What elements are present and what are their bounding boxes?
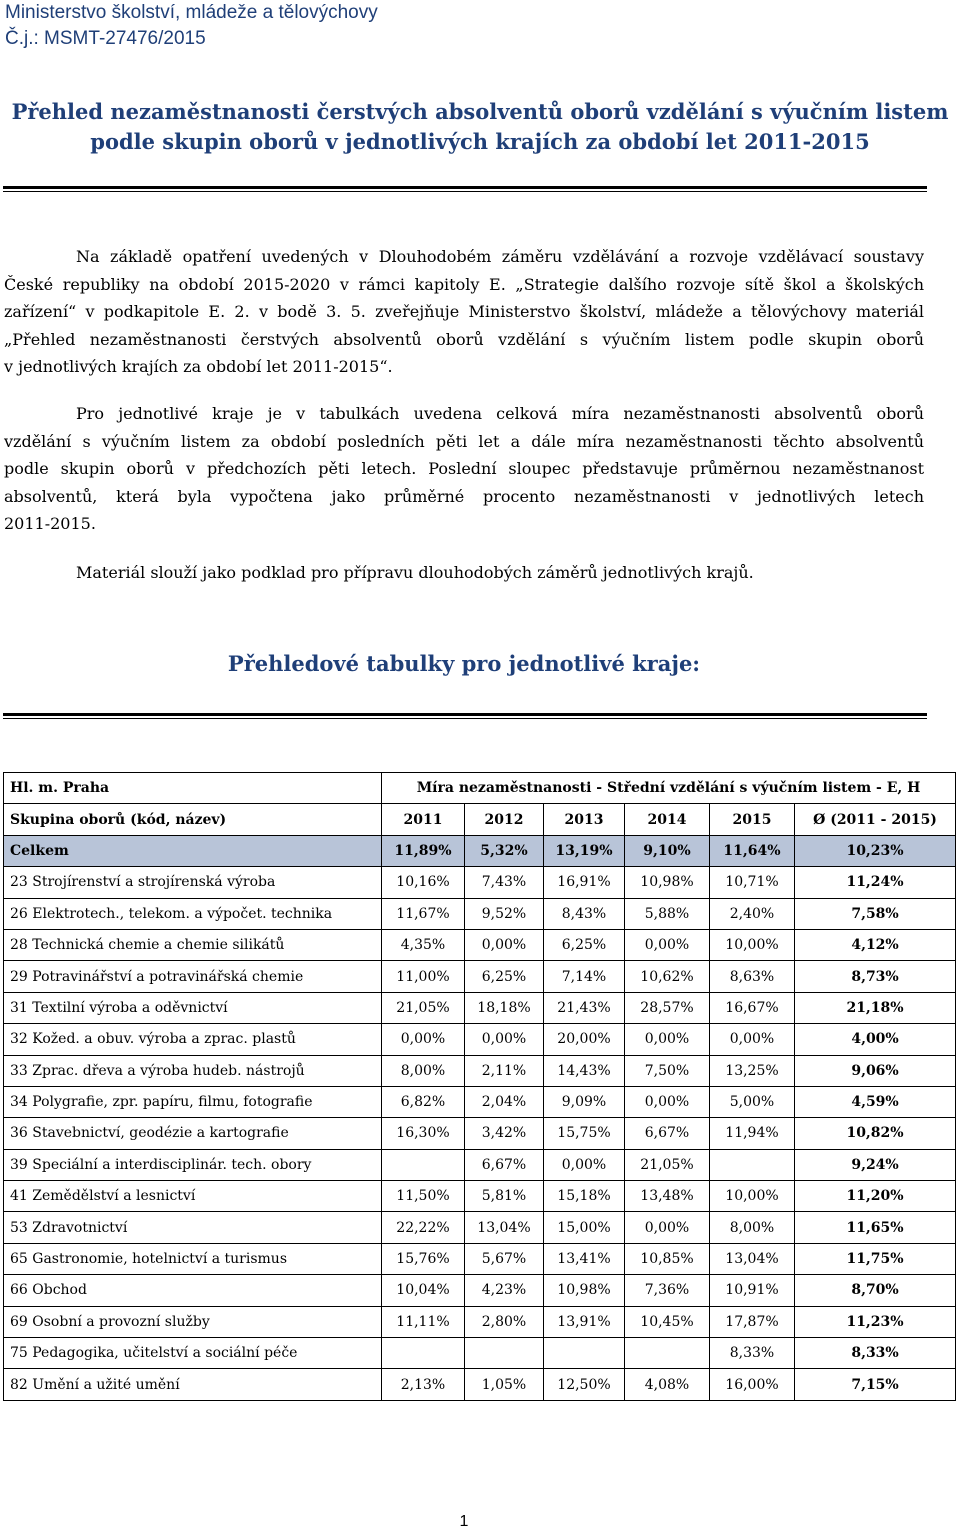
total-cell: 11,64% bbox=[710, 835, 795, 866]
title-divider bbox=[3, 186, 927, 189]
column-header-year: 2015 bbox=[710, 804, 795, 835]
rate-cell: 10,98% bbox=[625, 867, 710, 898]
rate-cell: 3,42% bbox=[465, 1118, 544, 1149]
rate-cell: 0,00% bbox=[544, 1149, 625, 1180]
average-cell: 4,59% bbox=[795, 1086, 956, 1117]
rate-cell: 10,00% bbox=[710, 929, 795, 960]
region-name: Hl. m. Praha bbox=[4, 773, 382, 804]
table-header-row bbox=[4, 804, 956, 835]
rate-cell: 7,36% bbox=[625, 1275, 710, 1306]
rate-cell: 0,00% bbox=[625, 1212, 710, 1243]
rate-cell: 8,33% bbox=[710, 1338, 795, 1369]
rate-cell: 6,25% bbox=[465, 961, 544, 992]
rate-cell bbox=[382, 1338, 465, 1369]
rate-cell: 1,05% bbox=[465, 1369, 544, 1400]
rate-cell: 10,91% bbox=[710, 1275, 795, 1306]
group-name-cell: 66 Obchod bbox=[4, 1275, 382, 1306]
average-cell: 9,06% bbox=[795, 1055, 956, 1086]
average-cell: 11,20% bbox=[795, 1181, 956, 1212]
table-row bbox=[4, 867, 956, 898]
rate-cell bbox=[544, 1338, 625, 1369]
rate-cell: 13,48% bbox=[625, 1181, 710, 1212]
table-row bbox=[4, 1055, 956, 1086]
average-cell: 11,75% bbox=[795, 1243, 956, 1274]
average-cell: 8,33% bbox=[795, 1338, 956, 1369]
group-name-cell: 23 Strojírenství a strojírenská výroba bbox=[4, 867, 382, 898]
rate-cell: 6,67% bbox=[465, 1149, 544, 1180]
average-cell: 8,73% bbox=[795, 961, 956, 992]
rate-cell: 0,00% bbox=[625, 1086, 710, 1117]
table-row bbox=[4, 1086, 956, 1117]
rate-cell: 0,00% bbox=[625, 929, 710, 960]
rate-cell bbox=[625, 1338, 710, 1369]
table-row bbox=[4, 898, 956, 929]
rate-cell: 16,30% bbox=[382, 1118, 465, 1149]
rate-cell: 7,50% bbox=[625, 1055, 710, 1086]
paragraph-line: Pro jednotlivé kraje je v tabulkách uvedena celková míra nezaměstnanosti absolventů oborů bbox=[76, 404, 924, 423]
rate-cell: 10,98% bbox=[544, 1275, 625, 1306]
group-name-cell: 39 Speciální a interdisciplinár. tech. obory bbox=[4, 1149, 382, 1180]
rate-cell: 18,18% bbox=[465, 992, 544, 1023]
rate-cell: 22,22% bbox=[382, 1212, 465, 1243]
average-cell: 7,58% bbox=[795, 898, 956, 929]
total-cell: 9,10% bbox=[625, 835, 710, 866]
rate-cell: 11,94% bbox=[710, 1118, 795, 1149]
rate-cell: 15,18% bbox=[544, 1181, 625, 1212]
table-row bbox=[4, 1243, 956, 1274]
measure-header: Míra nezaměstnanosti - Střední vzdělání s výučním listem - E, H bbox=[382, 773, 956, 804]
document-title-line-1: Přehled nezaměstnanosti čerstvých absolventů oborů vzdělání s výučním listem bbox=[11, 99, 949, 124]
rate-cell: 10,62% bbox=[625, 961, 710, 992]
rate-cell: 11,50% bbox=[382, 1181, 465, 1212]
paragraph-line: Na základě opatření uvedených v Dlouhodobém záměru vzdělávání a rozvoje vzdělávací soustavy bbox=[76, 247, 924, 266]
rate-cell: 8,00% bbox=[382, 1055, 465, 1086]
paragraph-line: vzdělání s výučním listem za období posledních pěti let a dále míra nezaměstnanosti těchto absolventů bbox=[4, 431, 924, 451]
paragraph-line: České republiky na období 2015-2020 v rámci kapitoly E. „Strategie dalšího rozvoje sítě škol a školských bbox=[4, 274, 924, 294]
rate-cell: 21,05% bbox=[382, 992, 465, 1023]
table-total-row bbox=[4, 835, 956, 866]
table-row bbox=[4, 1181, 956, 1212]
rate-cell: 11,67% bbox=[382, 898, 465, 929]
section-subtitle: Přehledové tabulky pro jednotlivé kraje: bbox=[227, 651, 701, 676]
rate-cell: 2,11% bbox=[465, 1055, 544, 1086]
rate-cell: 11,00% bbox=[382, 961, 465, 992]
table-region-row bbox=[4, 773, 956, 804]
rate-cell: 10,45% bbox=[625, 1306, 710, 1337]
rate-cell: 4,35% bbox=[382, 929, 465, 960]
average-cell: 4,12% bbox=[795, 929, 956, 960]
rate-cell: 0,00% bbox=[625, 1024, 710, 1055]
paragraph-line: 2011-2015. bbox=[4, 514, 96, 533]
rate-cell: 5,00% bbox=[710, 1086, 795, 1117]
rate-cell: 14,43% bbox=[544, 1055, 625, 1086]
rate-cell: 4,08% bbox=[625, 1369, 710, 1400]
total-average: 10,23% bbox=[795, 835, 956, 866]
rate-cell: 10,85% bbox=[625, 1243, 710, 1274]
purpose-paragraph bbox=[4, 559, 924, 587]
column-header-year: 2013 bbox=[544, 804, 625, 835]
rate-cell: 15,76% bbox=[382, 1243, 465, 1274]
group-name-cell: 82 Umění a užité umění bbox=[4, 1369, 382, 1400]
rate-cell: 10,71% bbox=[710, 867, 795, 898]
rate-cell: 5,81% bbox=[465, 1181, 544, 1212]
total-cell: 5,32% bbox=[465, 835, 544, 866]
column-header-average: Ø (2011 - 2015) bbox=[795, 804, 956, 835]
total-cell: 11,89% bbox=[382, 835, 465, 866]
table-row bbox=[4, 1338, 956, 1369]
group-name-cell: 36 Stavebnictví, geodézie a kartografie bbox=[4, 1118, 382, 1149]
rate-cell: 5,88% bbox=[625, 898, 710, 929]
document-title-line-2: podle skupin oborů v jednotlivých krajích za období let 2011-2015 bbox=[90, 129, 870, 154]
table-row bbox=[4, 1118, 956, 1149]
rate-cell: 11,11% bbox=[382, 1306, 465, 1337]
rate-cell: 13,91% bbox=[544, 1306, 625, 1337]
rate-cell: 17,87% bbox=[710, 1306, 795, 1337]
rate-cell: 15,00% bbox=[544, 1212, 625, 1243]
rate-cell: 16,00% bbox=[710, 1369, 795, 1400]
rate-cell: 13,04% bbox=[710, 1243, 795, 1274]
rate-cell: 7,43% bbox=[465, 867, 544, 898]
rate-cell: 15,75% bbox=[544, 1118, 625, 1149]
rate-cell: 2,04% bbox=[465, 1086, 544, 1117]
group-name-cell: 29 Potravinářství a potravinářská chemie bbox=[4, 961, 382, 992]
average-cell: 10,82% bbox=[795, 1118, 956, 1149]
paragraph-line: zařízení“ v podkapitole E. 2. v bodě 3. 5. zveřejňuje Ministerstvo školství, mládeže a tělovýchovy materiál bbox=[4, 302, 924, 321]
average-cell: 7,15% bbox=[795, 1369, 956, 1400]
column-header-year: 2012 bbox=[465, 804, 544, 835]
table-row bbox=[4, 1149, 956, 1180]
rate-cell: 0,00% bbox=[382, 1024, 465, 1055]
rate-cell: 13,41% bbox=[544, 1243, 625, 1274]
rate-cell: 7,14% bbox=[544, 961, 625, 992]
table-row bbox=[4, 992, 956, 1023]
average-cell: 9,24% bbox=[795, 1149, 956, 1180]
average-cell: 21,18% bbox=[795, 992, 956, 1023]
group-name-cell: 65 Gastronomie, hotelnictví a turismus bbox=[4, 1243, 382, 1274]
average-cell: 4,00% bbox=[795, 1024, 956, 1055]
rate-cell: 2,80% bbox=[465, 1306, 544, 1337]
rate-cell: 0,00% bbox=[710, 1024, 795, 1055]
rate-cell: 8,00% bbox=[710, 1212, 795, 1243]
ministry-header: Ministerstvo školství, mládeže a tělovýchovy bbox=[5, 2, 378, 23]
group-name-cell: 31 Textilní výroba a oděvnictví bbox=[4, 992, 382, 1023]
rate-cell: 10,04% bbox=[382, 1275, 465, 1306]
column-header-year: 2014 bbox=[625, 804, 710, 835]
rate-cell bbox=[382, 1149, 465, 1180]
average-cell: 8,70% bbox=[795, 1275, 956, 1306]
rate-cell: 4,23% bbox=[465, 1275, 544, 1306]
column-header-group: Skupina oborů (kód, název) bbox=[4, 804, 382, 835]
average-cell: 11,24% bbox=[795, 867, 956, 898]
rate-cell: 16,91% bbox=[544, 867, 625, 898]
total-label: Celkem bbox=[4, 835, 382, 866]
table-row bbox=[4, 1369, 956, 1400]
rate-cell: 5,67% bbox=[465, 1243, 544, 1274]
table-row bbox=[4, 1024, 956, 1055]
rate-cell: 9,09% bbox=[544, 1086, 625, 1117]
group-name-cell: 53 Zdravotnictví bbox=[4, 1212, 382, 1243]
group-name-cell: 41 Zemědělství a lesnictví bbox=[4, 1181, 382, 1212]
rate-cell: 21,05% bbox=[625, 1149, 710, 1180]
rate-cell: 8,43% bbox=[544, 898, 625, 929]
rate-cell: 13,25% bbox=[710, 1055, 795, 1086]
rate-cell: 2,40% bbox=[710, 898, 795, 929]
rate-cell bbox=[465, 1338, 544, 1369]
rate-cell: 13,04% bbox=[465, 1212, 544, 1243]
table-row bbox=[4, 1275, 956, 1306]
reference-number: Č.j.: MSMT-27476/2015 bbox=[5, 28, 206, 49]
unemployment-table bbox=[3, 772, 956, 1401]
rate-cell: 6,82% bbox=[382, 1086, 465, 1117]
paragraph-line: v jednotlivých krajích za období let 2011-2015“. bbox=[4, 357, 393, 376]
rate-cell: 10,00% bbox=[710, 1181, 795, 1212]
rate-cell: 20,00% bbox=[544, 1024, 625, 1055]
rate-cell: 10,16% bbox=[382, 867, 465, 898]
group-name-cell: 34 Polygrafie, zpr. papíru, filmu, fotografie bbox=[4, 1086, 382, 1117]
rate-cell: 28,57% bbox=[625, 992, 710, 1023]
total-cell: 13,19% bbox=[544, 835, 625, 866]
table-row bbox=[4, 1306, 956, 1337]
explanation-paragraph bbox=[4, 400, 924, 538]
rate-cell: 6,67% bbox=[625, 1118, 710, 1149]
column-header-year: 2011 bbox=[382, 804, 465, 835]
paragraph-line: Materiál slouží jako podklad pro přípravu dlouhodobých záměrů jednotlivých krajů. bbox=[76, 563, 754, 582]
rate-cell: 6,25% bbox=[544, 929, 625, 960]
table-row bbox=[4, 929, 956, 960]
section-divider bbox=[3, 713, 927, 716]
average-cell: 11,23% bbox=[795, 1306, 956, 1337]
group-name-cell: 69 Osobní a provozní služby bbox=[4, 1306, 382, 1337]
rate-cell: 2,13% bbox=[382, 1369, 465, 1400]
page-number: 1 bbox=[459, 1513, 469, 1530]
average-cell: 11,65% bbox=[795, 1212, 956, 1243]
rate-cell: 0,00% bbox=[465, 929, 544, 960]
rate-cell: 0,00% bbox=[465, 1024, 544, 1055]
group-name-cell: 75 Pedagogika, učitelství a sociální péče bbox=[4, 1338, 382, 1369]
group-name-cell: 32 Kožed. a obuv. výroba a zprac. plastů bbox=[4, 1024, 382, 1055]
rate-cell: 9,52% bbox=[465, 898, 544, 929]
table-row bbox=[4, 1212, 956, 1243]
rate-cell: 12,50% bbox=[544, 1369, 625, 1400]
rate-cell: 21,43% bbox=[544, 992, 625, 1023]
group-name-cell: 28 Technická chemie a chemie silikátů bbox=[4, 929, 382, 960]
rate-cell: 16,67% bbox=[710, 992, 795, 1023]
paragraph-line: podle skupin oborů v předchozích pěti letech. Poslední sloupec představuje průměrnou nezaměstnanost bbox=[4, 459, 924, 478]
intro-paragraph bbox=[4, 243, 924, 381]
rate-cell bbox=[710, 1149, 795, 1180]
paragraph-line: absolventů, která byla vypočtena jako průměrné procento nezaměstnanosti v jednotlivých letech bbox=[4, 486, 924, 506]
group-name-cell: 33 Zprac. dřeva a výroba hudeb. nástrojů bbox=[4, 1055, 382, 1086]
rate-cell: 8,63% bbox=[710, 961, 795, 992]
group-name-cell: 26 Elektrotech., telekom. a výpočet. technika bbox=[4, 898, 382, 929]
paragraph-line: „Přehled nezaměstnanosti čerstvých absolventů oborů vzdělání s výučním listem podle skupin oborů bbox=[4, 329, 924, 349]
table-row bbox=[4, 961, 956, 992]
